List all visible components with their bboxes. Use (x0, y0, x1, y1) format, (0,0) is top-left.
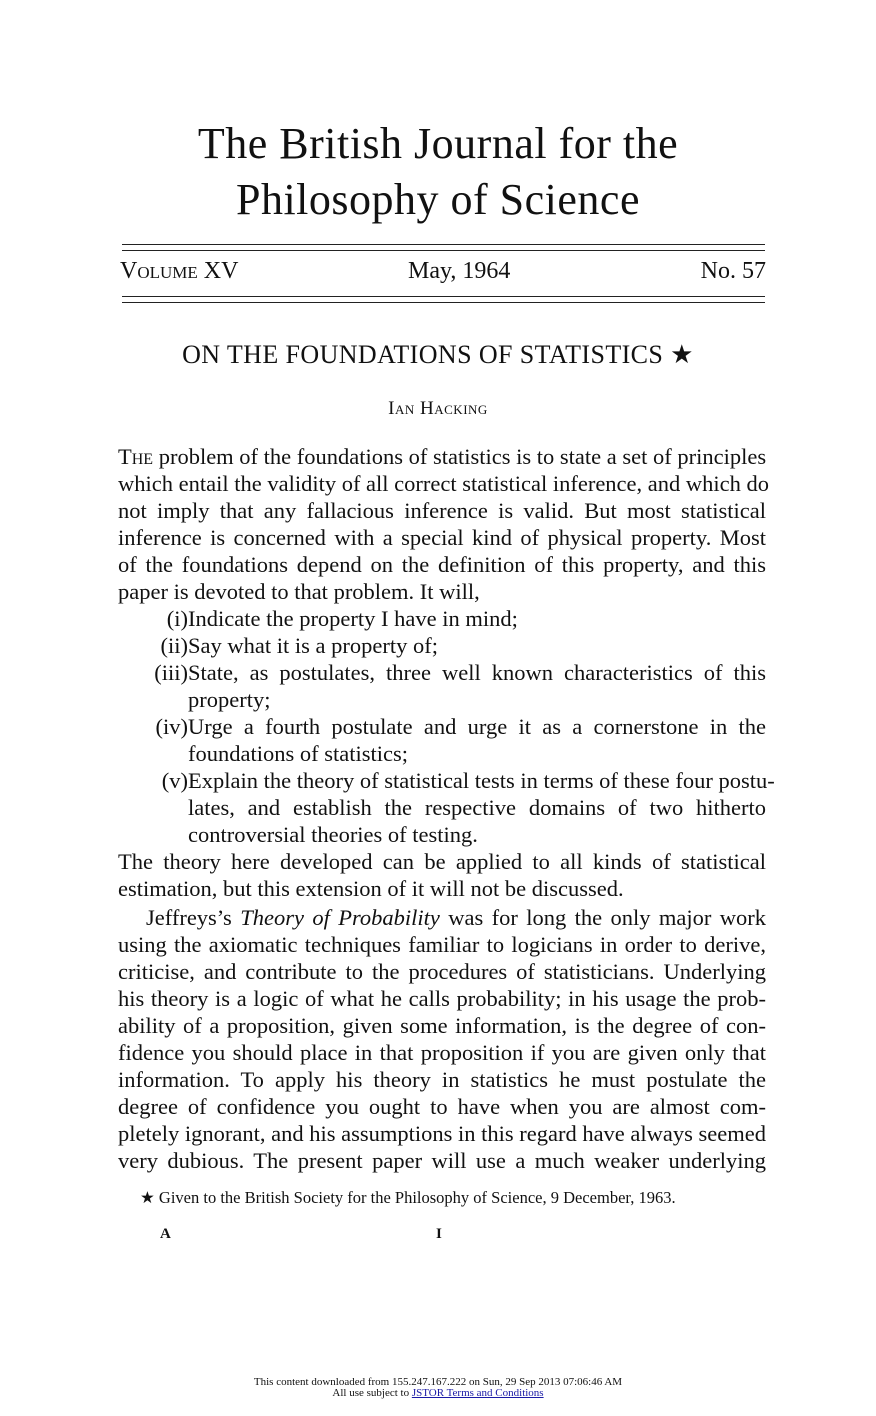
body-line: which entail the validity of all correct statistical inference, and which do (118, 471, 770, 496)
list-number: (i) (166, 606, 188, 631)
page-number: I (436, 1226, 442, 1242)
list-text: State, as postulates, three well known characteristics of this (188, 660, 766, 685)
body-line: The problem of the foundations of statistics is to state a set of principles (118, 444, 767, 469)
list-text-continued: lates, and establish the respective domains of two hitherto (188, 795, 766, 820)
drop-first-word: The (118, 444, 154, 469)
body-line: Jeffreys’s Theory of Probability was for long the only major work (146, 905, 766, 930)
list-number: (v) (161, 768, 188, 793)
body-line: criticise, and contribute to the procedures of statisticians. Underlying (118, 959, 766, 984)
list-number: (iii) (154, 660, 188, 685)
issue-number: No. 57 (700, 258, 766, 284)
list-text: Explain the theory of statistical tests in terms of these four postu- (188, 768, 775, 793)
masthead-rule-top-2 (122, 250, 765, 251)
body-line: ability of a proposition, given some information, is the degree of con- (118, 1013, 766, 1038)
body-line: information. To apply his theory in statistics he must postulate the (118, 1067, 766, 1092)
body-line: inference is concerned with a special kind of physical property. Most (118, 525, 766, 550)
body-line: The theory here developed can be applied to all kinds of statistical (118, 849, 766, 874)
terms-notice: All use subject to JSTOR Terms and Conditions (332, 1387, 544, 1399)
volume-label (120, 258, 238, 285)
volume-number: XV (203, 258, 239, 284)
body-line: paper is devoted to that problem. It will, (118, 579, 480, 604)
body-line: degree of confidence you ought to have when you are almost com- (118, 1094, 766, 1119)
masthead-rule-top-1 (122, 244, 765, 245)
body-line: using the axiomatic techniques familiar to logicians in order to derive, (118, 932, 766, 957)
list-text-continued: property; (188, 687, 271, 712)
list-text: Indicate the property I have in mind; (188, 606, 518, 631)
list-number: (iv) (155, 714, 188, 739)
masthead-rule-bottom-1 (122, 296, 765, 297)
body-line: fidence you should place in that proposition if you are given only that (118, 1040, 766, 1065)
body-line: very dubious. The present paper will use a much weaker underlying (118, 1148, 766, 1173)
list-text: Say what it is a property of; (188, 633, 438, 658)
footnote: ★ Given to the British Society for the Philosophy of Science, 9 December, 1963. (140, 1188, 676, 1207)
issue-date: May, 1964 (408, 258, 511, 284)
journal-title-line-2: Philosophy of Science (235, 175, 640, 224)
article-author: Ian Hacking (388, 398, 488, 419)
signature-mark: A (160, 1226, 171, 1242)
body-line: not imply that any fallacious inference is valid. But most statistical (118, 498, 766, 523)
body-line: his theory is a logic of what he calls probability; in his usage the prob- (118, 986, 766, 1011)
list-text: Urge a fourth postulate and urge it as a cornerstone in the (188, 714, 766, 739)
body-line: pletely ignorant, and his assumptions in this regard have always seemed (118, 1121, 766, 1146)
download-notice: This content downloaded from 155.247.167.222 on Sun, 29 Sep 2013 07:06:46 AM (253, 1376, 623, 1388)
body-line: of the foundations depend on the definition of this property, and this (118, 552, 766, 577)
journal-title-line-1: The British Journal for the (197, 119, 679, 168)
masthead (120, 258, 766, 288)
body-line: estimation, but this extension of it will not be discussed. (118, 876, 624, 901)
list-text-continued: foundations of statistics; (188, 741, 408, 766)
volume-word: Volume (120, 258, 198, 284)
article-title: ON THE FOUNDATIONS OF STATISTICS ★ (182, 340, 694, 369)
book-title: Theory of Probability (240, 905, 440, 930)
list-number: (ii) (160, 633, 188, 658)
list-text-continued: controversial theories of testing. (188, 822, 478, 847)
masthead-rule-bottom-2 (122, 302, 765, 303)
jstor-terms-link[interactable]: JSTOR Terms and Conditions (411, 1387, 544, 1399)
